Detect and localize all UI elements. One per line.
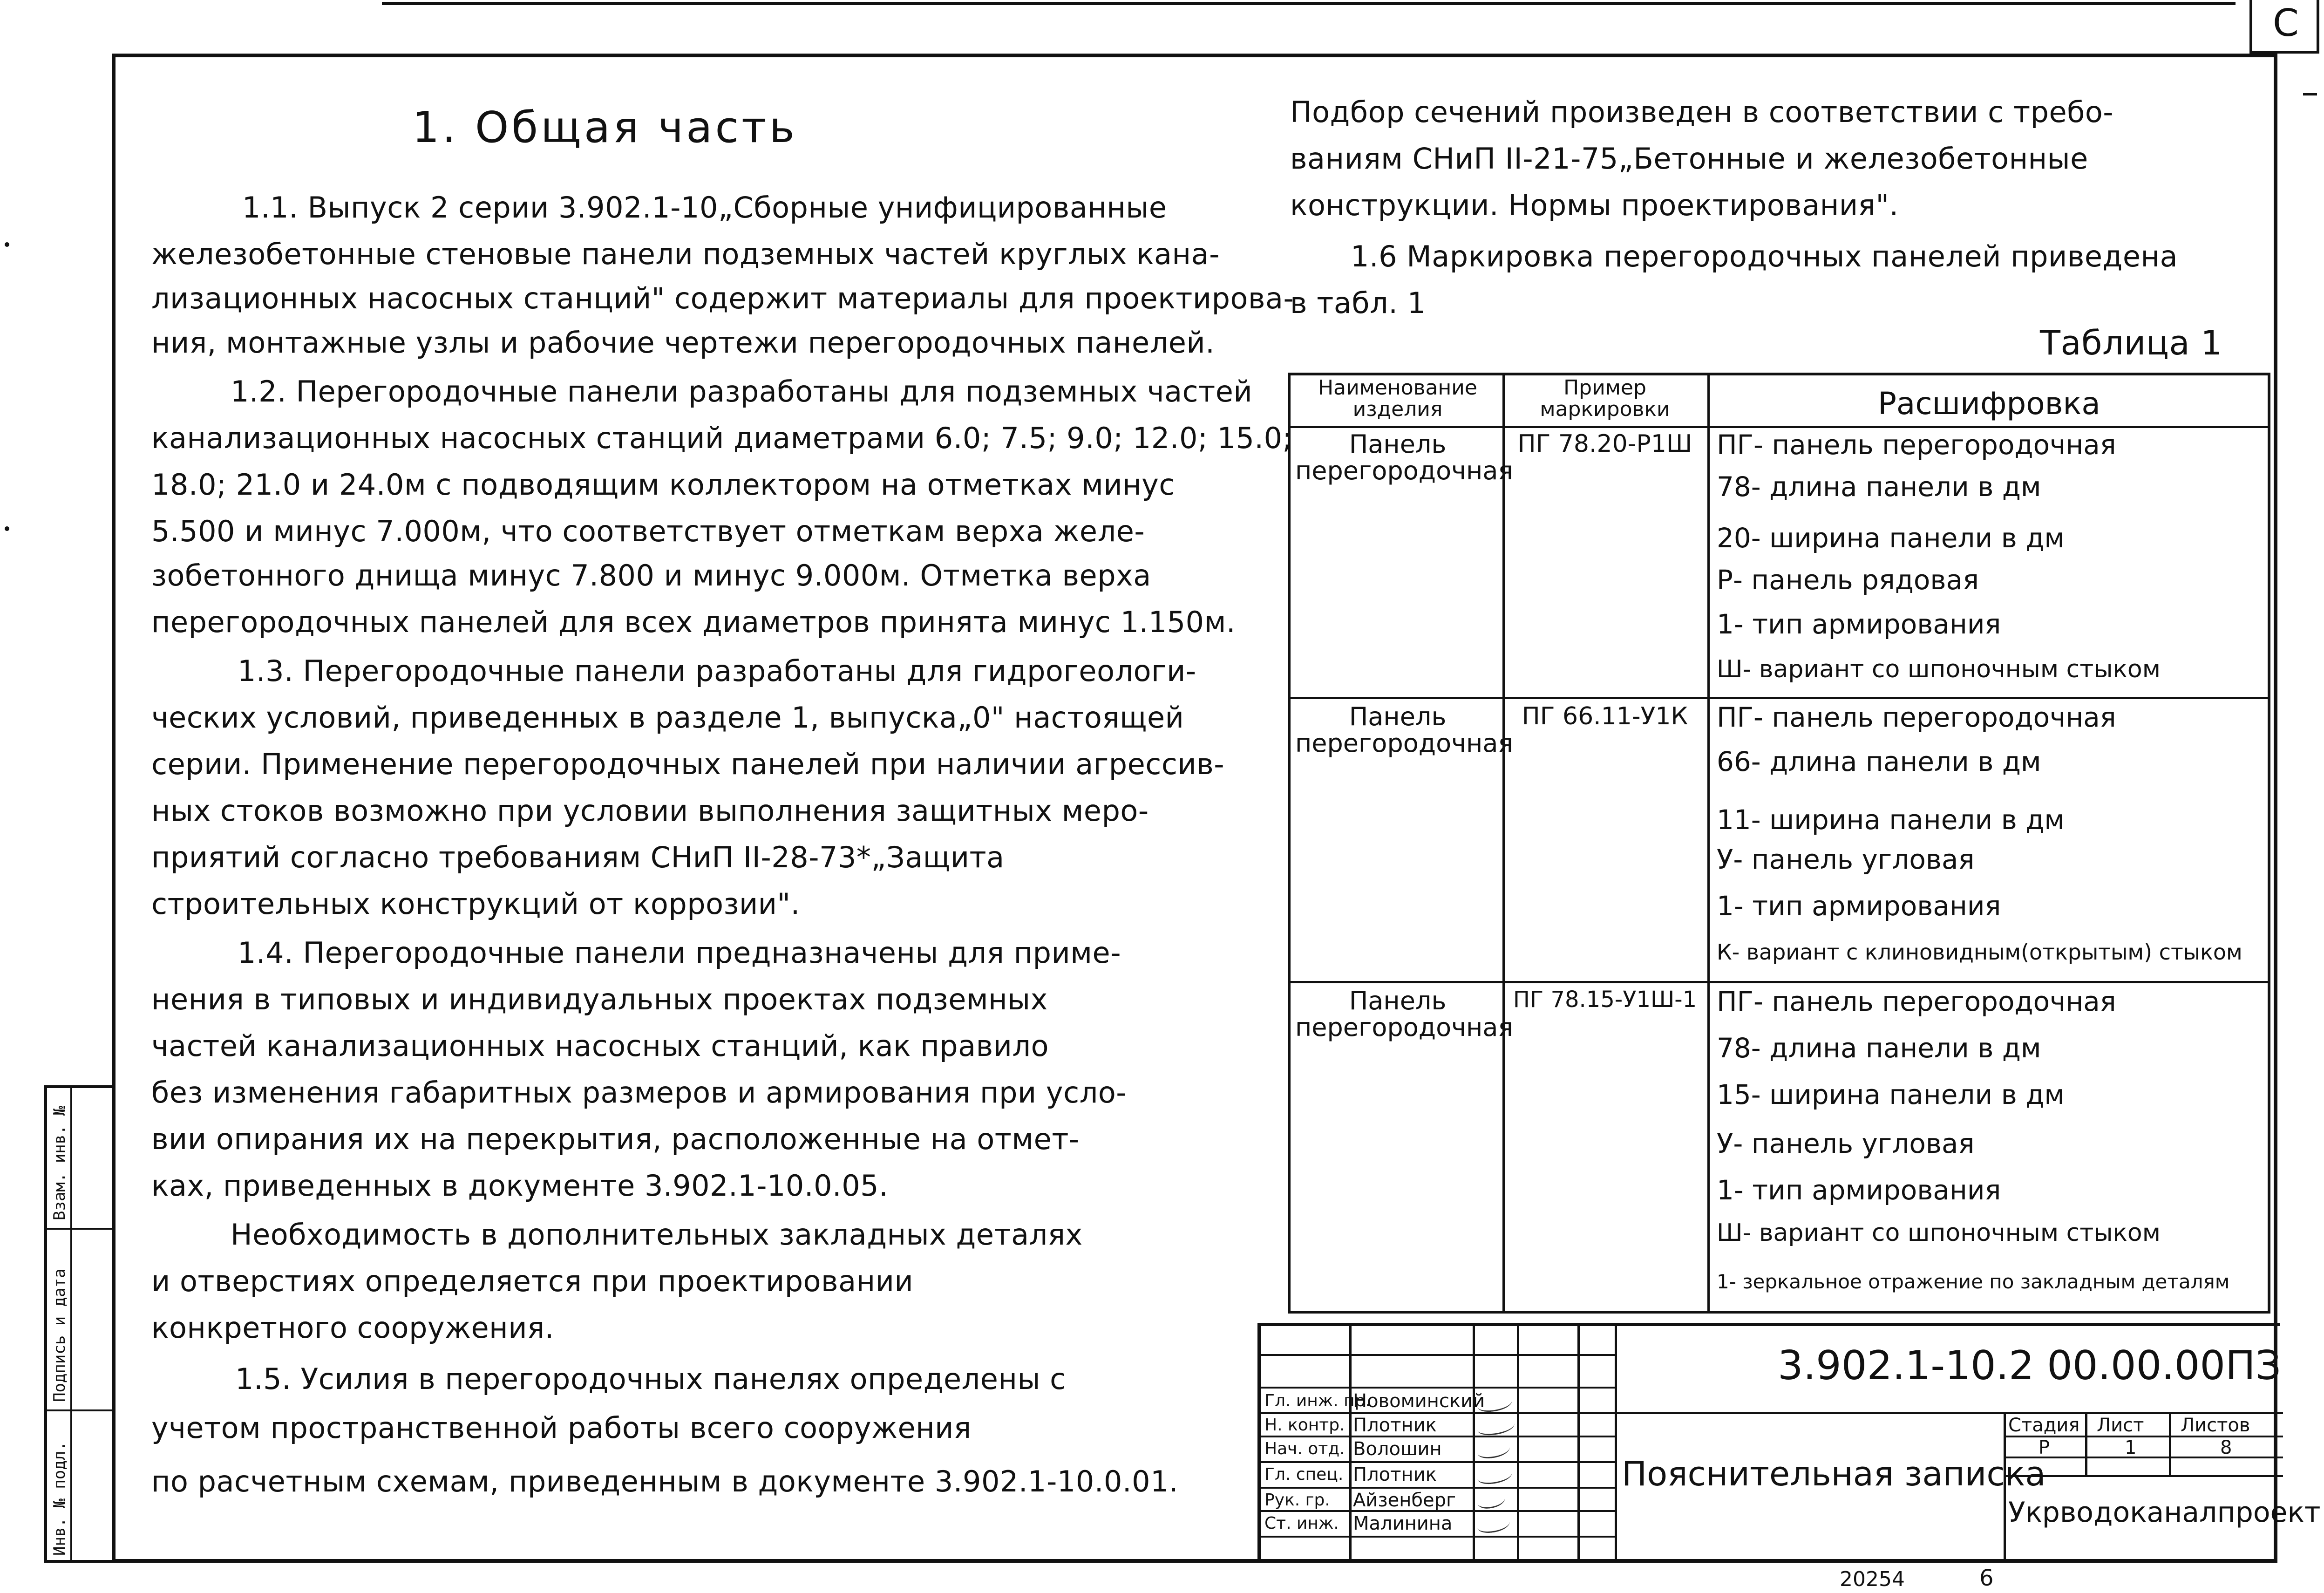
- tb-divider: [1473, 1326, 1475, 1563]
- text-line: конструкции. Нормы проектирования".: [1290, 188, 1899, 222]
- role-label: Гл. спец.: [1264, 1465, 1344, 1484]
- table-caption: Таблица 1: [2040, 323, 2222, 362]
- strip-label-inventory: Инв. № подл.: [50, 1441, 69, 1556]
- sheets-value: 8: [2220, 1437, 2232, 1458]
- header-name: Наименование изделия: [1318, 376, 1477, 422]
- tb-divider: [1517, 1326, 1519, 1563]
- role-label: Рук. гр.: [1264, 1491, 1330, 1510]
- text-line: 1.4. Перегородочные панели предназначены для приме-: [238, 936, 1121, 970]
- stage-value: Р: [2039, 1437, 2050, 1458]
- sheet-label: Лист: [2097, 1415, 2144, 1436]
- row3-decoding-line: 15- ширина панели в дм: [1717, 1079, 2065, 1110]
- strip-divider: [47, 1228, 112, 1230]
- text-line: 1.6 Маркировка перегородочных панелей приведена: [1351, 239, 2178, 273]
- tb-row-line: [1261, 1487, 1615, 1489]
- section-title: 1. Общая часть: [412, 102, 797, 152]
- person-name: Новоминский: [1353, 1390, 1485, 1412]
- top-edge-line: [382, 2, 2236, 5]
- tb-row-line: [1261, 1354, 1615, 1356]
- table-col-divider: [1502, 375, 1505, 1311]
- table-col-divider: [1707, 375, 1710, 1311]
- row2-name: Панель перегородочная: [1295, 702, 1513, 758]
- corner-mark: C: [2273, 1, 2299, 45]
- row3-decoding-line: 78- длина панели в дм: [1717, 1032, 2041, 1064]
- doc-name: Пояснительная записка: [1622, 1454, 2046, 1493]
- inventory-number: 20254: [1840, 1567, 1905, 1591]
- text-line: ках, приведенных в документе 3.902.1-10.0.05.: [151, 1169, 889, 1203]
- text-line: железобетонные стеновые панели подземных частей круглых кана-: [151, 237, 1220, 271]
- tb-row-line: [1615, 1412, 2283, 1414]
- text-line: ных стоков возможно при условии выполнения защитных меро-: [151, 794, 1149, 828]
- text-line: ния, монтажные узлы и рабочие чертежи перегородочных панелей.: [151, 326, 1215, 360]
- tb-row-line: [1261, 1387, 1615, 1389]
- organization: Укрводоканалпроект: [2008, 1496, 2321, 1529]
- text-line: лизационных насосных станций" содержит материалы для проектирова-: [151, 281, 1294, 315]
- text-line: вии опирания их на перекрытия, расположенные на отмет-: [151, 1122, 1080, 1156]
- row1-name: Панель перегородочная: [1295, 429, 1513, 485]
- stage-label: Стадия: [2008, 1415, 2080, 1436]
- doc-code: 3.902.1-10.2 00.00.00ПЗ: [1778, 1342, 2281, 1389]
- margin-dot: [5, 242, 9, 247]
- signature-mark: [1476, 1515, 1510, 1534]
- text-line: ческих условий, приведенных в разделе 1, выпуска„0" настоящей: [151, 701, 1184, 735]
- person-name: Малинина: [1353, 1513, 1453, 1534]
- row1-mark: ПГ 78.20-Р1Ш: [1517, 430, 1692, 458]
- row3-decoding-line: У- панель угловая: [1717, 1128, 1975, 1159]
- marking-table: [1288, 373, 2270, 1314]
- text-line: 1.5. Усилия в перегородочных панелях определены с: [235, 1362, 1066, 1396]
- role-label: Гл. инж. пр.: [1264, 1391, 1371, 1410]
- row1-decoding-line: ПГ- панель перегородочная: [1717, 429, 2116, 461]
- role-label: Нач. отд.: [1264, 1439, 1345, 1458]
- row2-decoding-line: 11- ширина панели в дм: [1717, 804, 2065, 836]
- row1-decoding-line: 78- длина панели в дм: [1717, 471, 2041, 503]
- role-label: Ст. инж.: [1264, 1514, 1339, 1533]
- strip-label-signature: Подпись и дата: [50, 1268, 69, 1402]
- signature-mark: [1476, 1417, 1515, 1436]
- tb-row-line: [1261, 1461, 1615, 1463]
- tb-row-line: [1261, 1412, 1615, 1414]
- row1-decoding-line: Ш- вариант со шпоночным стыком: [1717, 655, 2161, 683]
- text-line: 1.3. Перегородочные панели разработаны для гидрогеологи-: [238, 654, 1196, 688]
- text-line: перегородочных панелей для всех диаметров принята минус 1.150м.: [151, 605, 1236, 639]
- text-line: Необходимость в дополнительных закладных деталях: [231, 1218, 1083, 1252]
- row3-name: Панель перегородочная: [1295, 986, 1513, 1042]
- tb-divider: [2169, 1412, 2171, 1475]
- tb-divider: [1615, 1326, 1617, 1563]
- row3-decoding-line: ПГ- панель перегородочная: [1717, 986, 2116, 1017]
- row2-decoding-line: 66- длина панели в дм: [1717, 746, 2041, 777]
- row3-decoding-line: Ш- вариант со шпоночным стыком: [1717, 1219, 2161, 1247]
- row2-decoding-line: 1- тип армирования: [1717, 890, 2001, 922]
- text-line: нения в типовых и индивидуальных проектах подземных: [151, 982, 1048, 1016]
- header-example: Пример маркировки: [1540, 376, 1670, 422]
- row3-decoding-line: 1- зеркальное отражение по закладным деталям: [1717, 1270, 2230, 1293]
- text-line: 1.2. Перегородочные панели разработаны для подземных частей: [231, 374, 1253, 408]
- text-line: серии. Применение перегородочных панелей при наличии агрессив-: [151, 747, 1225, 781]
- row1-decoding-line: Р- панель рядовая: [1717, 564, 1979, 596]
- text-line: Подбор сечений произведен в соответствии с требо-: [1290, 95, 2114, 129]
- person-name: Волошин: [1353, 1438, 1442, 1460]
- text-line: 5.500 и минус 7.000м, что соответствует отметкам верха желе-: [151, 514, 1145, 548]
- text-line: и отверстиях определяется при проектировании: [151, 1264, 914, 1298]
- person-name: Плотник: [1353, 1464, 1437, 1485]
- sheet-value: 1: [2125, 1437, 2137, 1458]
- tb-row-line: [1261, 1436, 1615, 1437]
- text-line: строительных конструкций от коррозии".: [151, 887, 800, 921]
- signature-mark: [1476, 1491, 1506, 1510]
- person-name: Плотник: [1353, 1415, 1437, 1436]
- text-line: зобетонного днища минус 7.800 и минус 9.000м. Отметка верха: [151, 558, 1151, 592]
- row1-decoding-line: 1- тип армирования: [1717, 608, 2001, 640]
- text-line: в табл. 1: [1290, 286, 1426, 320]
- signature-mark: [1476, 1441, 1510, 1459]
- row2-decoding-line: К- вариант с клиновидным(открытым) стыком: [1717, 939, 2242, 965]
- text-line: по расчетным схемам, приведенным в документе 3.902.1-10.0.01.: [151, 1464, 1179, 1498]
- tb-divider: [1349, 1326, 1352, 1563]
- table-row-divider: [1291, 981, 2268, 983]
- strip-divider: [47, 1409, 112, 1411]
- tb-divider: [1577, 1326, 1580, 1563]
- tb-row-line: [1261, 1536, 1615, 1538]
- text-line: 1.1. Выпуск 2 серии 3.902.1-10„Сборные унифицированные: [242, 191, 1167, 225]
- role-label: Н. контр.: [1264, 1416, 1345, 1435]
- right-tick: [2303, 93, 2317, 95]
- row2-mark: ПГ 66.11-У1К: [1522, 702, 1688, 730]
- text-line: 18.0; 21.0 и 24.0м с подводящим коллектором на отметках минус: [151, 468, 1175, 502]
- row1-decoding-line: 20- ширина панели в дм: [1717, 522, 2065, 554]
- person-name: Айзенберг: [1353, 1490, 1456, 1511]
- text-line: частей канализационных насосных станций, как правило: [151, 1029, 1049, 1063]
- sheets-label: Листов: [2181, 1415, 2250, 1436]
- text-line: приятий согласно требованиям СНиП II-28-73*„Защита: [151, 840, 1005, 874]
- text-line: ваниям СНиП II-21-75„Бетонные и железобетонные: [1290, 142, 2088, 176]
- title-block: [1257, 1323, 2321, 1563]
- strip-label-replacement: Взам. инв. №: [50, 1106, 69, 1220]
- text-line: конкретного сооружения.: [151, 1311, 554, 1345]
- text-line: канализационных насосных станций диаметрами 6.0; 7.5; 9.0; 12.0; 15.0;: [151, 421, 1292, 455]
- margin-dot: [5, 526, 9, 531]
- signature-mark: [1476, 1466, 1513, 1485]
- text-line: учетом пространственной работы всего сооружения: [151, 1411, 972, 1445]
- row2-decoding-line: У- панель угловая: [1717, 844, 1975, 875]
- table-row-divider: [1291, 697, 2268, 699]
- page-number: 6: [1979, 1565, 1994, 1591]
- tb-divider: [2085, 1412, 2087, 1475]
- row2-decoding-line: ПГ- панель перегородочная: [1717, 701, 2116, 733]
- signature-mark: [1476, 1394, 1513, 1413]
- row3-decoding-line: 1- тип армирования: [1717, 1174, 2001, 1206]
- header-decoding: Расшифровка: [1878, 386, 2100, 422]
- table-header-divider: [1291, 426, 2268, 428]
- text-line: без изменения габаритных размеров и армирования при усло-: [151, 1076, 1127, 1110]
- row3-mark: ПГ 78.15-У1Ш-1: [1513, 987, 1697, 1013]
